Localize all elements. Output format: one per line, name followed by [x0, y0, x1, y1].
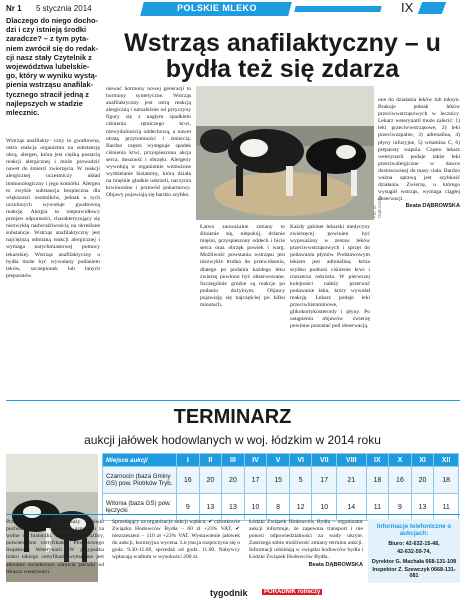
auction-info-column-3: [249, 519, 363, 569]
table-cell: 11: [434, 494, 459, 521]
article-title: Wstrząs anafilaktyczny – u bydła też się zdarza: [124, 29, 441, 83]
auction-info-column-1: Przedstawione do sprzedaży jałówki pochodzą z obór urzędowo uznanych za wolne od białaczki, brucelozy i gruźlicy, potwierdzone certyfikatem Powiatowego Inspektora Weterynarii. W przypadku braku takiego certyfikatu wymagane jest aktualne świadectwo zdrowia jałówki od lekarza weterynarii.: [6, 519, 104, 575]
month-header: IX: [366, 454, 389, 467]
row-place: Czarnocin (baza Gminy GS) pow. Piotrków Tryb.: [103, 467, 177, 494]
table-cell: 8: [267, 494, 290, 521]
table-cell: 5: [289, 467, 312, 494]
phone-info-box: [368, 519, 460, 583]
article-column-3: Łatwo zauważalne zmiany to ślinienie się, niepokój, drżenie mięśni, przyspieszony oddech i bicie serca oraz obrzęk powiek i warg. Możliwość powstania wstrząsu jest niezwykle trudna do przewidzenia, dlatego po podaniu każdego leku zwierzę powinno być obserwowane. Szczególnie groźne są reakcje po podaniu dożylnym. Objawy pojawiają się najczęściej po kilku minutach.: [200, 224, 285, 309]
article-column-1: Wstrząs anafilakty- czny to gwałtowna, ostra reakcja organizmu na substancję obcą, alergen, która jest ciężką postacią reakcji alergicznej i może prowadzić nawet do śmierci zwierzęcia. W reakcji alergicznej uczestniczy układ immunologiczny i jego komórki. Alergen to zwykle substancja bezpieczna dla większości osobników, jednak u tych uczulonych wywołuje gwałtowną reakcję. Alergia to nieprawidłowy przejaw odporności, charakteryzujący się niezwykłą nadwrażliwością na określone substancje. Wstrząs anafilaktyczny jest najcięższą odmianą reakcji alergicznej i wymaga natychmiastowej pomocy lekarskiej. Wstrząs anafilaktyczny u bydła może być wywołany podaniem leków, szczepionek lub innych preparatów.: [6, 138, 100, 279]
table-cell: 11: [366, 494, 389, 521]
table-cell: 18: [366, 467, 389, 494]
month-header: X: [389, 454, 412, 467]
month-header: VIII: [337, 454, 367, 467]
table-cell: 12: [289, 494, 312, 521]
month-header: III: [222, 454, 245, 467]
table-cell: 17: [244, 467, 267, 494]
table-cell: 16: [177, 467, 200, 494]
section-divider: [6, 514, 460, 515]
info-line: Biuro: 42-632-15-48,: [388, 541, 440, 547]
page-footer: [0, 588, 465, 600]
article-column-4: Każdy gabinet lekarski medycyny zwierzęcej powinien być wyposażony w zestaw leków przeciwwstrząsowych i sprzęt do podawania płynów. Podstawowym lekiem jest adrenalina, która szybko podnosi ciśnienie krwi i rozszerza oskrzela. W pierwszej kolejności należy przerwać podawanie leku, który wywołał reakcję. Lekarz podaje leki przeciwhistaminowe, glikokortykosteroidy i płyny. Po ustąpieniu objawów zwierzę powinno pozostać pod obserwacją.: [290, 224, 370, 330]
table-cell: 10: [312, 494, 337, 521]
month-header: XII: [434, 454, 459, 467]
table-header-row: [103, 454, 459, 467]
footer-badge: PORADNIK rolniczy: [264, 589, 321, 595]
page-number: IX: [401, 0, 414, 15]
table-row: [103, 494, 459, 521]
footer-brand: tygodnik: [210, 588, 248, 598]
auction-info-column-2: Sprzedający za organizacje aukcji wpłaca: ✔ członkowie Związku Hodowców Bydła – 60 zł +23% VAT, ✔ niezrzeszeni – 110 zł +23% VAT. Wystawienie jałówek do aukcji, komisyjna wycena. Licytacja rozpoczyna się o godz. 9.30-11.00, sprzedaż od godz. 11.00. Nabywcy wpłacają wadium w wysokości 200 zł.: [112, 519, 240, 561]
table-cell: 17: [312, 467, 337, 494]
column-5-text: one do działania leków lub toksyn. Brakuje jednak leków przeciwwstrząsowych w lecznicy. Lekarz weterynarii może zalecić: 1) leki przeciwwstrząsowe, 2) leki przeciwzapalne, 3) adrenalina, 4) płyny infuzyjne, 5) witamina C, 6) preparaty wapnia. Często lekarz weterynarii podaje także leki przeciwalergiczne w dawce dostosowanej do masy ciała. Bardzo ważna sprawą jest szybkość działania. Zwierzę, u którego wystąpił wstrząs, wymaga ciągłej obserwacji.: [378, 97, 460, 203]
table-cell: 20: [411, 467, 434, 494]
table-cell: 14: [337, 494, 367, 521]
table-cell: 13: [411, 494, 434, 521]
info-line: 42-632-59-74,: [397, 549, 431, 555]
section-title: POLSKIE MLEKO: [177, 3, 257, 13]
terminarz-signature: Beata DĄBROWSKA: [308, 561, 363, 568]
table-cell: 13: [222, 494, 245, 521]
month-header: VI: [289, 454, 312, 467]
page-arrow-icon: [418, 2, 446, 14]
info-line: Inspektor Z. Szewczyk 0668-131-081: [372, 567, 456, 579]
table-cell: 15: [267, 467, 290, 494]
header-bar: [294, 6, 381, 12]
header-place: Miejsce aukcji: [103, 454, 177, 467]
month-header: II: [199, 454, 222, 467]
info-column-3-text: Łódzki Związek Hodowców Bydła – organizator aukcji informuje, że zapewnia transport i nie ponosi odpowiedzialności za wady ukryte. Zastrzega sobie możliwość zmiany terminu aukcji. Informacji udzielają w związku hodowców bydła i Łódzki Związek Hodowców Bydła.: [249, 519, 363, 561]
month-header: V: [267, 454, 290, 467]
table-cell: 20: [222, 467, 245, 494]
table-cell: 10: [244, 494, 267, 521]
row-place: Witonia (baza GS) pow. łęczycki: [103, 494, 177, 521]
article-column-5: [378, 97, 460, 211]
month-header: XI: [411, 454, 434, 467]
issue-number: Nr 1: [6, 4, 22, 13]
info-box-title: Informacje telefoniczne o aukcjach:: [376, 523, 452, 537]
article-column-2: niewać hormony nowej generacji to hormony syntetyczne. Wstrząs anafilaktyczny jest ostrą reakcją alergiczną i niezależnie od przyczyny figury się z nagłym spadkiem ciśnienia tętniczego krwi, niewydolnością oddechową, a nawet utratą przytomności i śmiercią. Bardzo często występuje spadek ciśnienia krwi, przyspieszona akcja serca, duszność i obrzęki. Alergeny wywołują w organizmie wzmożone wydzielanie histaminy, która działa na mięśnie gładkie oskrzeli, naczynia krwionośne i przewód pokarmowy. Objawy pojawiają się bardzo szybko.: [106, 86, 191, 199]
table-cell: 20: [199, 467, 222, 494]
table-cell: 18: [434, 467, 459, 494]
table-cell: 9: [177, 494, 200, 521]
section-divider: [6, 400, 460, 401]
table-cell: 16: [389, 467, 412, 494]
terminarz-title: TERMINARZ: [173, 406, 292, 428]
table-cell: 13: [199, 494, 222, 521]
table-row: [103, 467, 459, 494]
photo-caption: Fot. B. Dąbrowska: [372, 195, 382, 218]
terminarz-subtitle: aukcji jałówek hodowlanych w woj. łódzkim w 2014 roku: [84, 433, 381, 447]
table-cell: 9: [389, 494, 412, 521]
info-line: Dyrektor G. Machała 668-131-108: [371, 559, 457, 565]
author-signature: Beata DĄBROWSKA: [405, 203, 460, 210]
cows-photo: [196, 86, 374, 220]
month-header: IV: [244, 454, 267, 467]
month-header: VII: [312, 454, 337, 467]
issue-date: 5 stycznia 2014: [36, 4, 92, 13]
table-cell: 21: [337, 467, 367, 494]
lead-sidebar: Dlaczego do niego docho- dzi i czy istnieją środki zaradcze? – z tym pyta- niem zwrócił się do redak- cji nasz stały Czytelnik z województwa lubelskie- go, który w wyniku wystą- pienia wstrząsu anafilak- tycznego stracił jedną z najlepszych w stadzie mlecznic.: [6, 16, 99, 118]
auction-schedule-table: [102, 453, 459, 521]
month-header: I: [177, 454, 200, 467]
